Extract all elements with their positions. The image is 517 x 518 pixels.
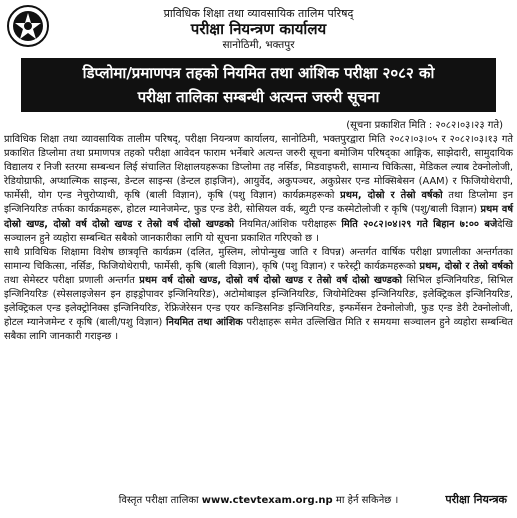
p2-text-e: परीक्षाहरू समेत उल्लिखित मिति र समयमा सञ्चालन हुने व्यहोरा सम्बन्धित सबैका लागि जानकारी गराइन्छ ।: [4, 317, 514, 343]
office-address: सानोठिमी, भक्तपुर: [222, 39, 295, 51]
p2-text-d: सिभिल इन्जिनियरिङ, सिभिल इन्जिनियरिङ (स्पेसलाइजेसन इन हाइड्रोपावर इन्जिनियरिङ), अटोमोबाइल इन्जिनियरिङ, जियोमेटिक्स इन्जिनियरिङ, इलेक्ट्रिकल इन्जिनियरिङ, इलेक्ट्रिकल एन्ड इलेक्ट्रोनिक्स इन्जिनियरिङ, रेफ्रिजेरेसन एन्ड एयर कन्डिसनिङ इन्जिनियरिङ, इन्फर्मेसन टेक्नोलोजी, फुड एन्ड डेरी टेक्नोलोजी, होटल म्यानेजमेन्ट र कृषि (बाली/पशु विज्ञान): [4, 274, 513, 329]
p2-bold-parts: प्रथम वर्ष दोस्रो खण्ड, दोस्रो वर्ष दोस्रो खण्ड र तेस्रो वर्ष दोस्रो खण्डको: [139, 274, 402, 286]
p2-bold-regular: नियमित तथा आंशिक: [166, 317, 243, 329]
p1-bold-parts: प्रथम वर्ष दोस्रो खण्ड, दोस्रो वर्ष दोस्रो खण्ड र तेस्रो वर्ष दोस्रो खण्डको: [4, 204, 514, 230]
footer-note: [0, 492, 517, 506]
notice-body: [4, 133, 513, 344]
council-name: प्राविधिक शिक्षा तथा व्यावसायिक तालिम परिषद्: [163, 7, 354, 20]
p2-bold-years: प्रथम, दोस्रो र तेस्रो वर्षको: [419, 260, 513, 272]
notice-title-line-1: डिप्लोमा/प्रमाणपत्र तहको नियमित तथा आंशिक परीक्षा २०८२ को: [82, 64, 435, 82]
notice-title-line-2: परीक्षा तालिका सम्बन्धी अत्यन्त जरुरी सूचना: [137, 88, 380, 106]
publish-date: (सूचना प्रकाशित मिति : २०८२।०३।२३ गते): [346, 120, 503, 131]
p1-text-a: प्राविधिक शिक्षा तथा व्यावसायिक तालीम परिषद्, परीक्षा नियन्त्रण कार्यालय, सानोठिमी, भक्तपुरद्वारा मिति २०८२।०३।०५ र २०८२।०३।१३ गते प्रकाशित डिप्लोमा तथा प्रमाणपत्र तहको परीक्षा आवेदन फाराम भर्नेबारे अत्यन्त जरुरी सूचना बमोजिम परिषद्का आङ्गिक, साझेदारी, सामुदायिक विद्यालय र निजी स्तरमा सम्बन्धन लिई संचालित शिक्षालयहरूका डिप्लोमा तह नर्सिङ, मिडवाइफरी, सामान्य चिकित्सा, मेडिकल ल्याब टेक्नोलोजी, रेडियोग्राफी, अप्थाल्मिक साइन्स, डेन्टल साइन्स (डेन्टल हाइजिन), आयुर्वेद, अकुपञ्चर, अकुप्रेसर एन्ड मोक्सिबेसन (AAM) र फिजियोथेरापी, फार्मेसी, योग एन्ड नेचुरोप्याथी, कृषि (बाली विज्ञान), कृषि (पशु विज्ञान) कार्यक्रमहरूको: [4, 134, 513, 202]
paragraph-2: [4, 246, 513, 345]
paragraph-1: [4, 133, 513, 246]
exam-website-link[interactable]: www.ctevtexam.org.np: [201, 495, 333, 506]
signature: परीक्षा नियन्त्रक: [445, 493, 507, 506]
p1-text-c: तथा डिप्लोमा इन इन्जिनियरिङ तर्फका कार्यक्रमहरू, होटल म्यानेजमेन्ट, फुड एन्ड डेरी, सोसियल वर्क, ब्युटी एन्ड कस्मेटोलोजी र कृषि (पशु/बाली विज्ञान): [4, 190, 514, 216]
p1-bold-years: प्रथम, दोस्रो र तेस्रो वर्षको: [340, 190, 443, 202]
footer-text-b: मा हेर्न सकिनेछ ।: [332, 495, 399, 506]
p1-text-e: देखि सञ्चालन हुने व्यहोरा सम्बन्धित सबैको जानकारीका लागि यो सूचना प्रकाशित गरिएको छ ।: [4, 218, 513, 244]
p1-bold-date: मिति २०८२।०४।२९ गते बिहान ७:०० बजे: [341, 218, 498, 230]
p2-text-a: साथै प्राविधिक शिक्षामा विशेष छात्रवृत्ति कार्यक्रम (दलित, मुस्लिम, लोपोन्मुख जाति र विपन्न) अन्तर्गत वार्षिक परीक्षा प्रणालीका अन्तर्गतका सामान्य चिकित्सा, नर्सिङ, फिजियोथेरापी, फार्मेसी, कृषि (बाली विज्ञान), कृषि (पशु विज्ञान) र फरेस्ट्री कार्यक्रमहरूको: [4, 246, 513, 272]
office-name: परीक्षा नियन्त्रण कार्यालय: [190, 20, 327, 38]
p1-text-d: नियमित/आंशिक परीक्षाहरू: [234, 218, 342, 230]
footer-text-a: विस्तृत परीक्षा तालिका: [118, 495, 202, 506]
p2-text-c: तथा सेमेस्टर परीक्षा प्रणाली अन्तर्गत: [4, 274, 140, 286]
notice-title-banner: [21, 58, 496, 112]
